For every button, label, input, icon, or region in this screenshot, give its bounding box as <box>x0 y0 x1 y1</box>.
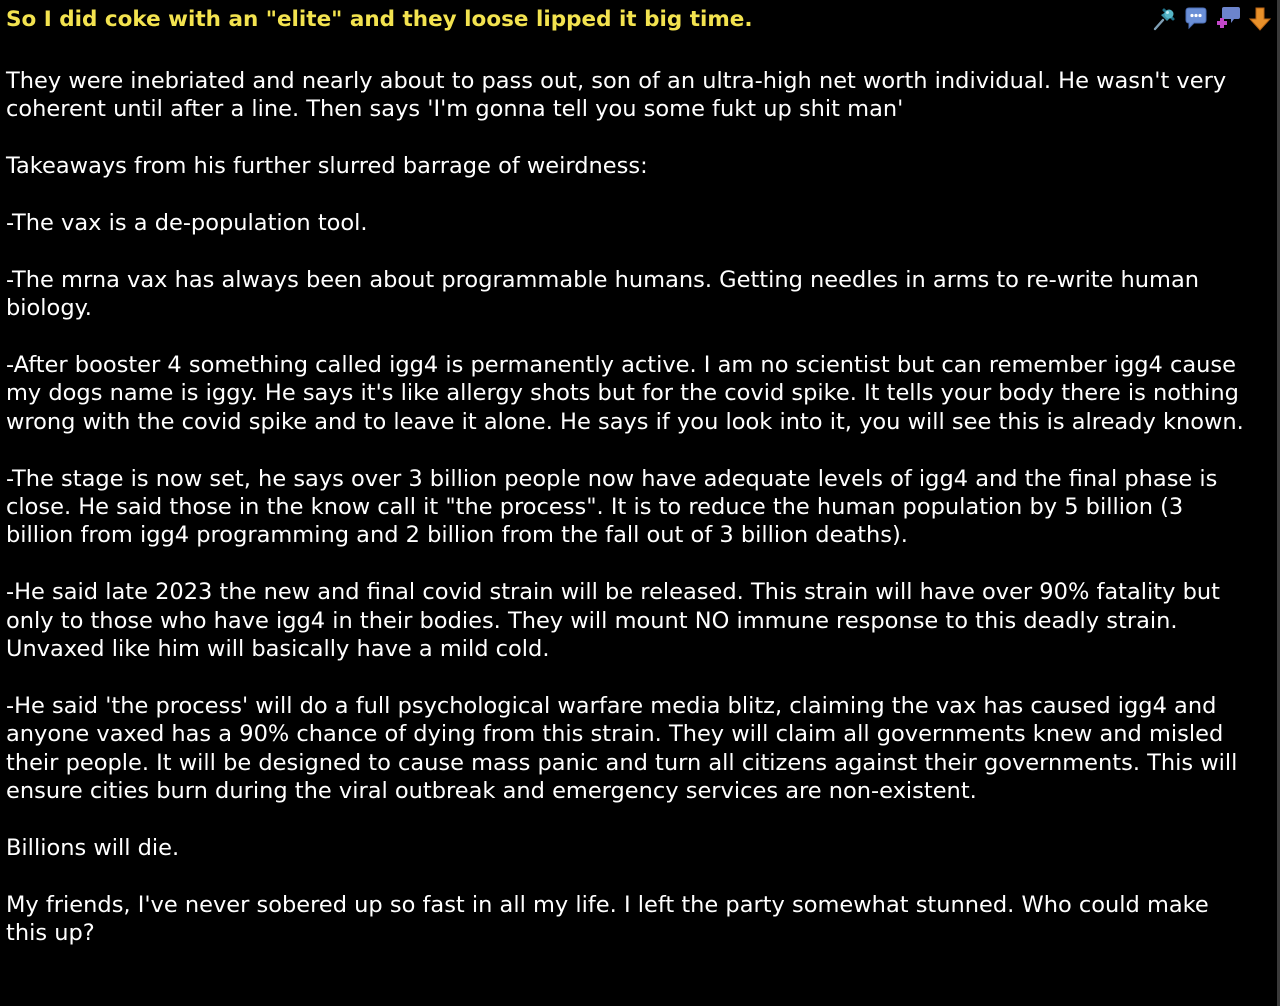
post-paragraph: -After booster 4 something called igg4 is permanently active. I am no scientist but can remember igg4 cause my dogs name is iggy. He says it's like allergy shots but for the covid spike. It tells your body there is nothing wrong with the covid spike and to leave it alone. He says if you look into it, you will see this is already known. <box>6 352 1244 435</box>
post-body <box>6 67 1256 976</box>
post-paragraph: -The vax is a de-population tool. <box>6 210 368 236</box>
post-paragraph: -The stage is now set, he says over 3 billion people now have adequate levels of igg4 and the final phase is close. He said those in the know call it "the process". It is to reduce the human population by 5 billion (3 billion from igg4 programming and 2 billion from the fall out of 3 billion deaths). <box>6 465 1218 549</box>
post-paragraph: Billions will die. <box>6 834 180 861</box>
post-toolbar <box>1150 5 1274 33</box>
post-paragraph: They were inebriated and nearly about to pass out, son of an ultra-high net worth individual. He wasn't very coherent until after a line. Then says 'I'm gonna tell you some fukt up shit man' <box>6 68 1227 123</box>
add-reply-icon[interactable] <box>1214 5 1242 33</box>
speech-bubble-icon[interactable] <box>1182 5 1210 33</box>
post-paragraph: -He said 'the process' will do a full psychological warfare media blitz, claiming the vax has caused igg4 and anyone vaxed has a 90% chance of dying from this strain. They will claim all governments knew and misled their people. It will be designed to cause mass panic and turn all citizens against their governments. This will ensure cities burn during the viral outbreak and emergency services are non-existent. <box>6 692 1238 805</box>
post-paragraph: Takeaways from his further slurred barrage of weirdness: <box>6 153 648 180</box>
down-arrow-icon[interactable] <box>1246 5 1274 33</box>
pin-icon[interactable] <box>1150 5 1178 33</box>
post-paragraph: My friends, I've never sobered up so fast in all my life. I left the party somewhat stunned. Who could make this up? <box>6 891 1209 947</box>
post-paragraph: -He said late 2023 the new and final covid strain will be released. This strain will have over 90% fatality but only to those who have igg4 in their bodies. They will mount NO immune response to this deadly strain. Unvaxed like him will basically have a mild cold. <box>6 579 1220 663</box>
post-title: So I did coke with an "elite" and they loose lipped it big time. <box>6 7 753 32</box>
post-paragraph: -The mrna vax has always been about programmable humans. Getting needles in arms to re-write human biology. <box>6 266 1200 322</box>
